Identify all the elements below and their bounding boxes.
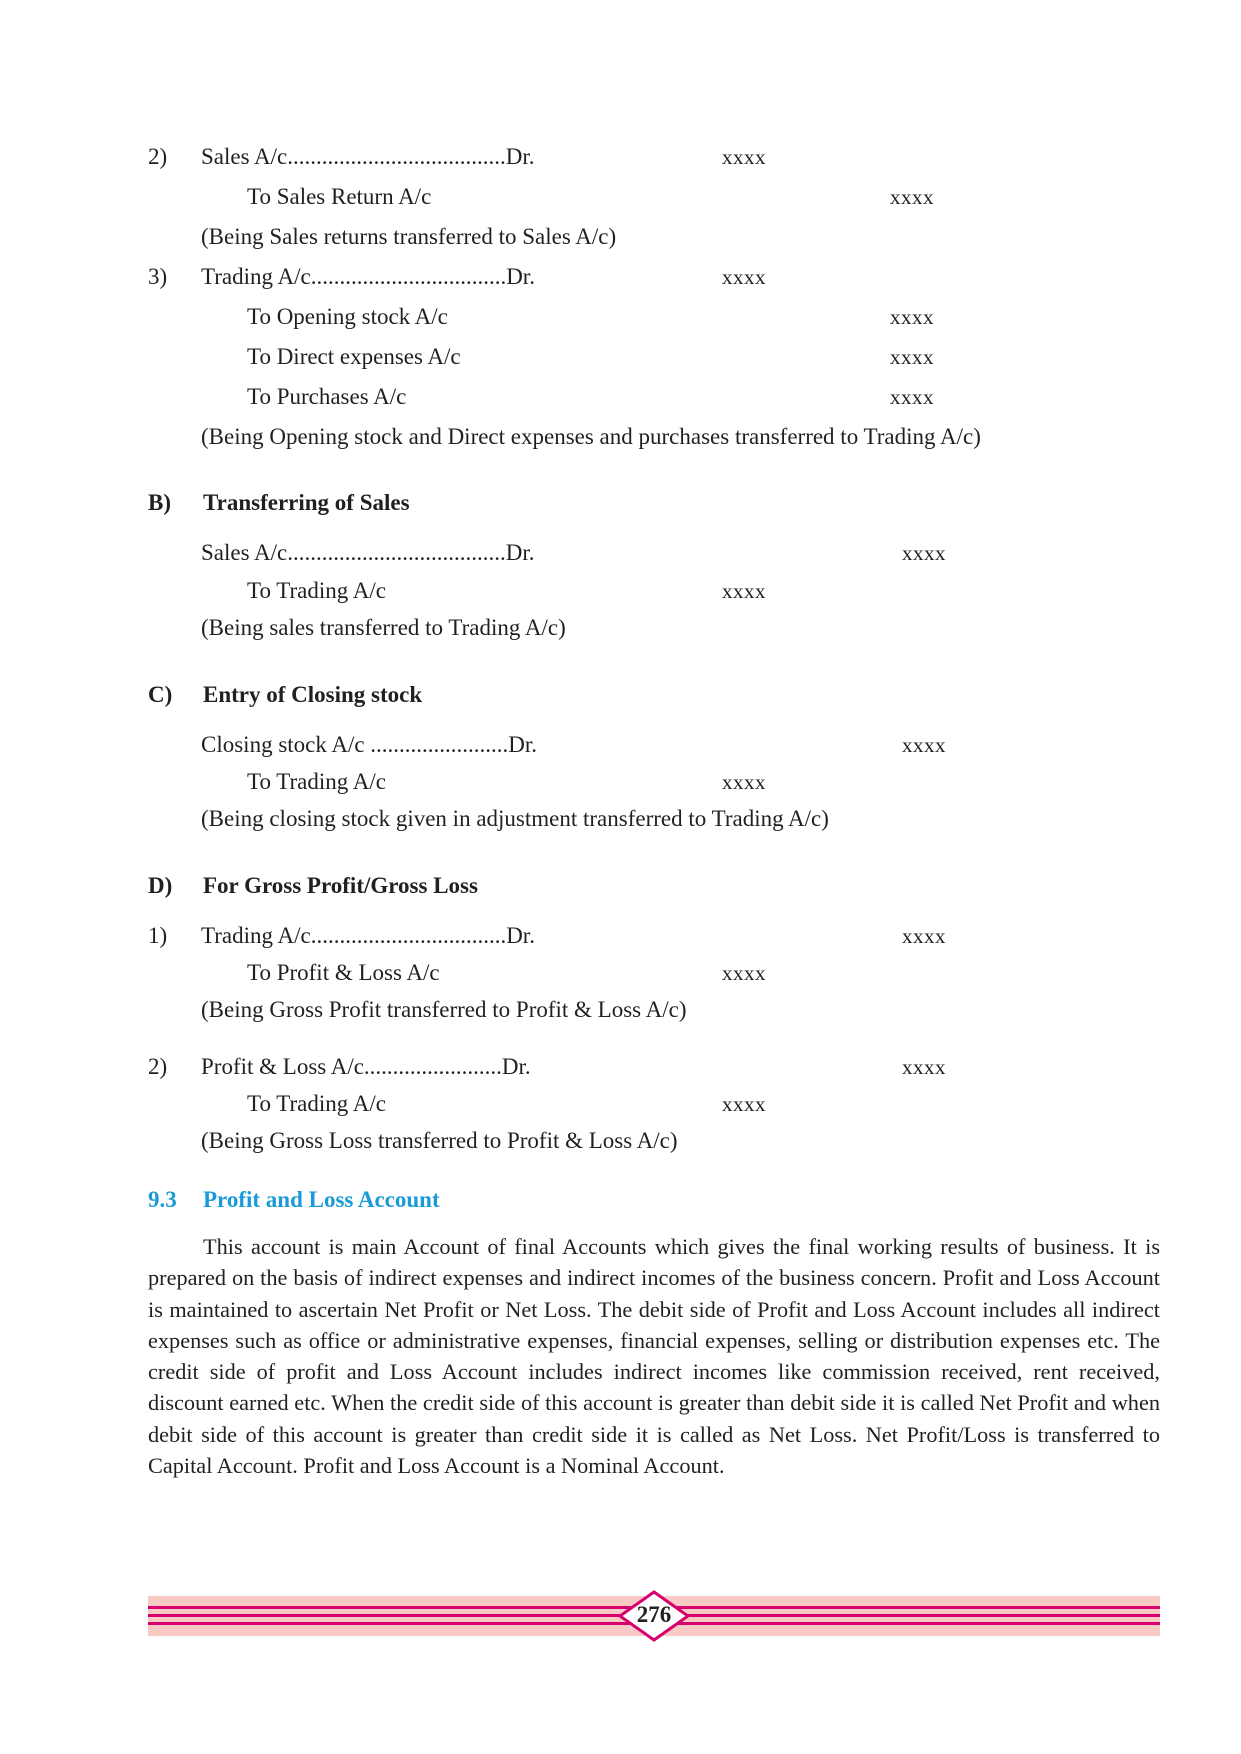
section-title: Transferring of Sales <box>203 490 410 515</box>
credit-account: To Trading A/c <box>247 578 386 603</box>
credit-account: To Purchases A/c <box>247 384 407 409</box>
credit-amount: xxxx <box>722 770 766 794</box>
body-paragraph: This account is main Account of final Accounts which gives the final working results of business. It is prepared on the basis of indirect expenses and indirect incomes of the business concern. Profit and Loss Account is maintained to ascertain Net Profit or Net Loss. The debit side of Profit and Loss Account includes all indirect expenses such as office or administrative expenses, financial expenses, selling or distribution expenses etc. The credit side of profit and Loss Account includes indirect incomes like commission received, rent received, discount earned etc. When the credit side of this account is greater than debit side it is called Net Profit and when debit side of this account is greater than credit side it is called as Net Loss. Net Profit/Loss is transferred to Capital Account. Profit and Loss Account is a Nominal Account. <box>148 1234 1160 1479</box>
page-footer <box>148 1596 1160 1636</box>
credit-amount: xxxx <box>722 1092 766 1116</box>
credit-account: To Trading A/c <box>247 769 386 794</box>
credit-account: To Trading A/c <box>247 1091 386 1116</box>
debit-account: Trading A/c..................................Dr. <box>201 264 535 289</box>
page-number: 276 <box>636 1602 672 1627</box>
narration: (Being Gross Loss transferred to Profit & Loss A/c) <box>201 1128 678 1153</box>
credit-account: To Profit & Loss A/c <box>247 960 440 985</box>
credit-amount: xxxx <box>890 345 934 369</box>
credit-account: To Opening stock A/c <box>247 304 448 329</box>
narration: (Being Gross Profit transferred to Profit & Loss A/c) <box>201 997 687 1022</box>
section-title: Entry of Closing stock <box>203 682 423 707</box>
debit-account: Profit & Loss A/c........................Dr. <box>201 1054 531 1079</box>
section-letter: C) <box>148 682 173 707</box>
credit-amount: xxxx <box>890 185 934 209</box>
debit-account: Trading A/c..................................Dr. <box>201 923 535 948</box>
entry-number: 2) <box>148 1054 168 1079</box>
entry-number: 1) <box>148 923 168 948</box>
credit-amount: xxxx <box>890 305 934 329</box>
narration: (Being closing stock given in adjustment transferred to Trading A/c) <box>201 806 829 831</box>
section-title: For Gross Profit/Gross Loss <box>203 873 478 898</box>
debit-amount: xxxx <box>902 924 946 948</box>
debit-amount: xxxx <box>722 265 766 289</box>
debit-amount: xxxx <box>902 733 946 757</box>
narration: (Being Opening stock and Direct expenses and purchases transferred to Trading A/c) <box>201 424 981 449</box>
debit-amount: xxxx <box>902 541 946 565</box>
entry-number: 3) <box>148 264 168 289</box>
section-heading: Profit and Loss Account <box>203 1187 440 1212</box>
section-number: 9.3 <box>148 1187 177 1212</box>
section-letter: D) <box>148 873 173 898</box>
narration: (Being Sales returns transferred to Sales A/c) <box>201 224 617 249</box>
debit-amount: xxxx <box>902 1055 946 1079</box>
section-letter: B) <box>148 490 171 515</box>
debit-account: Sales A/c......................................Dr. <box>201 144 535 169</box>
credit-account: To Sales Return A/c <box>247 184 432 209</box>
credit-amount: xxxx <box>722 579 766 603</box>
debit-account: Closing stock A/c ........................Dr. <box>201 732 538 757</box>
credit-account: To Direct expenses A/c <box>247 344 461 369</box>
credit-amount: xxxx <box>722 961 766 985</box>
credit-amount: xxxx <box>890 385 934 409</box>
narration: (Being sales transferred to Trading A/c) <box>201 615 566 640</box>
entry-number: 2) <box>148 144 168 169</box>
debit-amount: xxxx <box>722 145 766 169</box>
debit-account: Sales A/c......................................Dr. <box>201 540 535 565</box>
